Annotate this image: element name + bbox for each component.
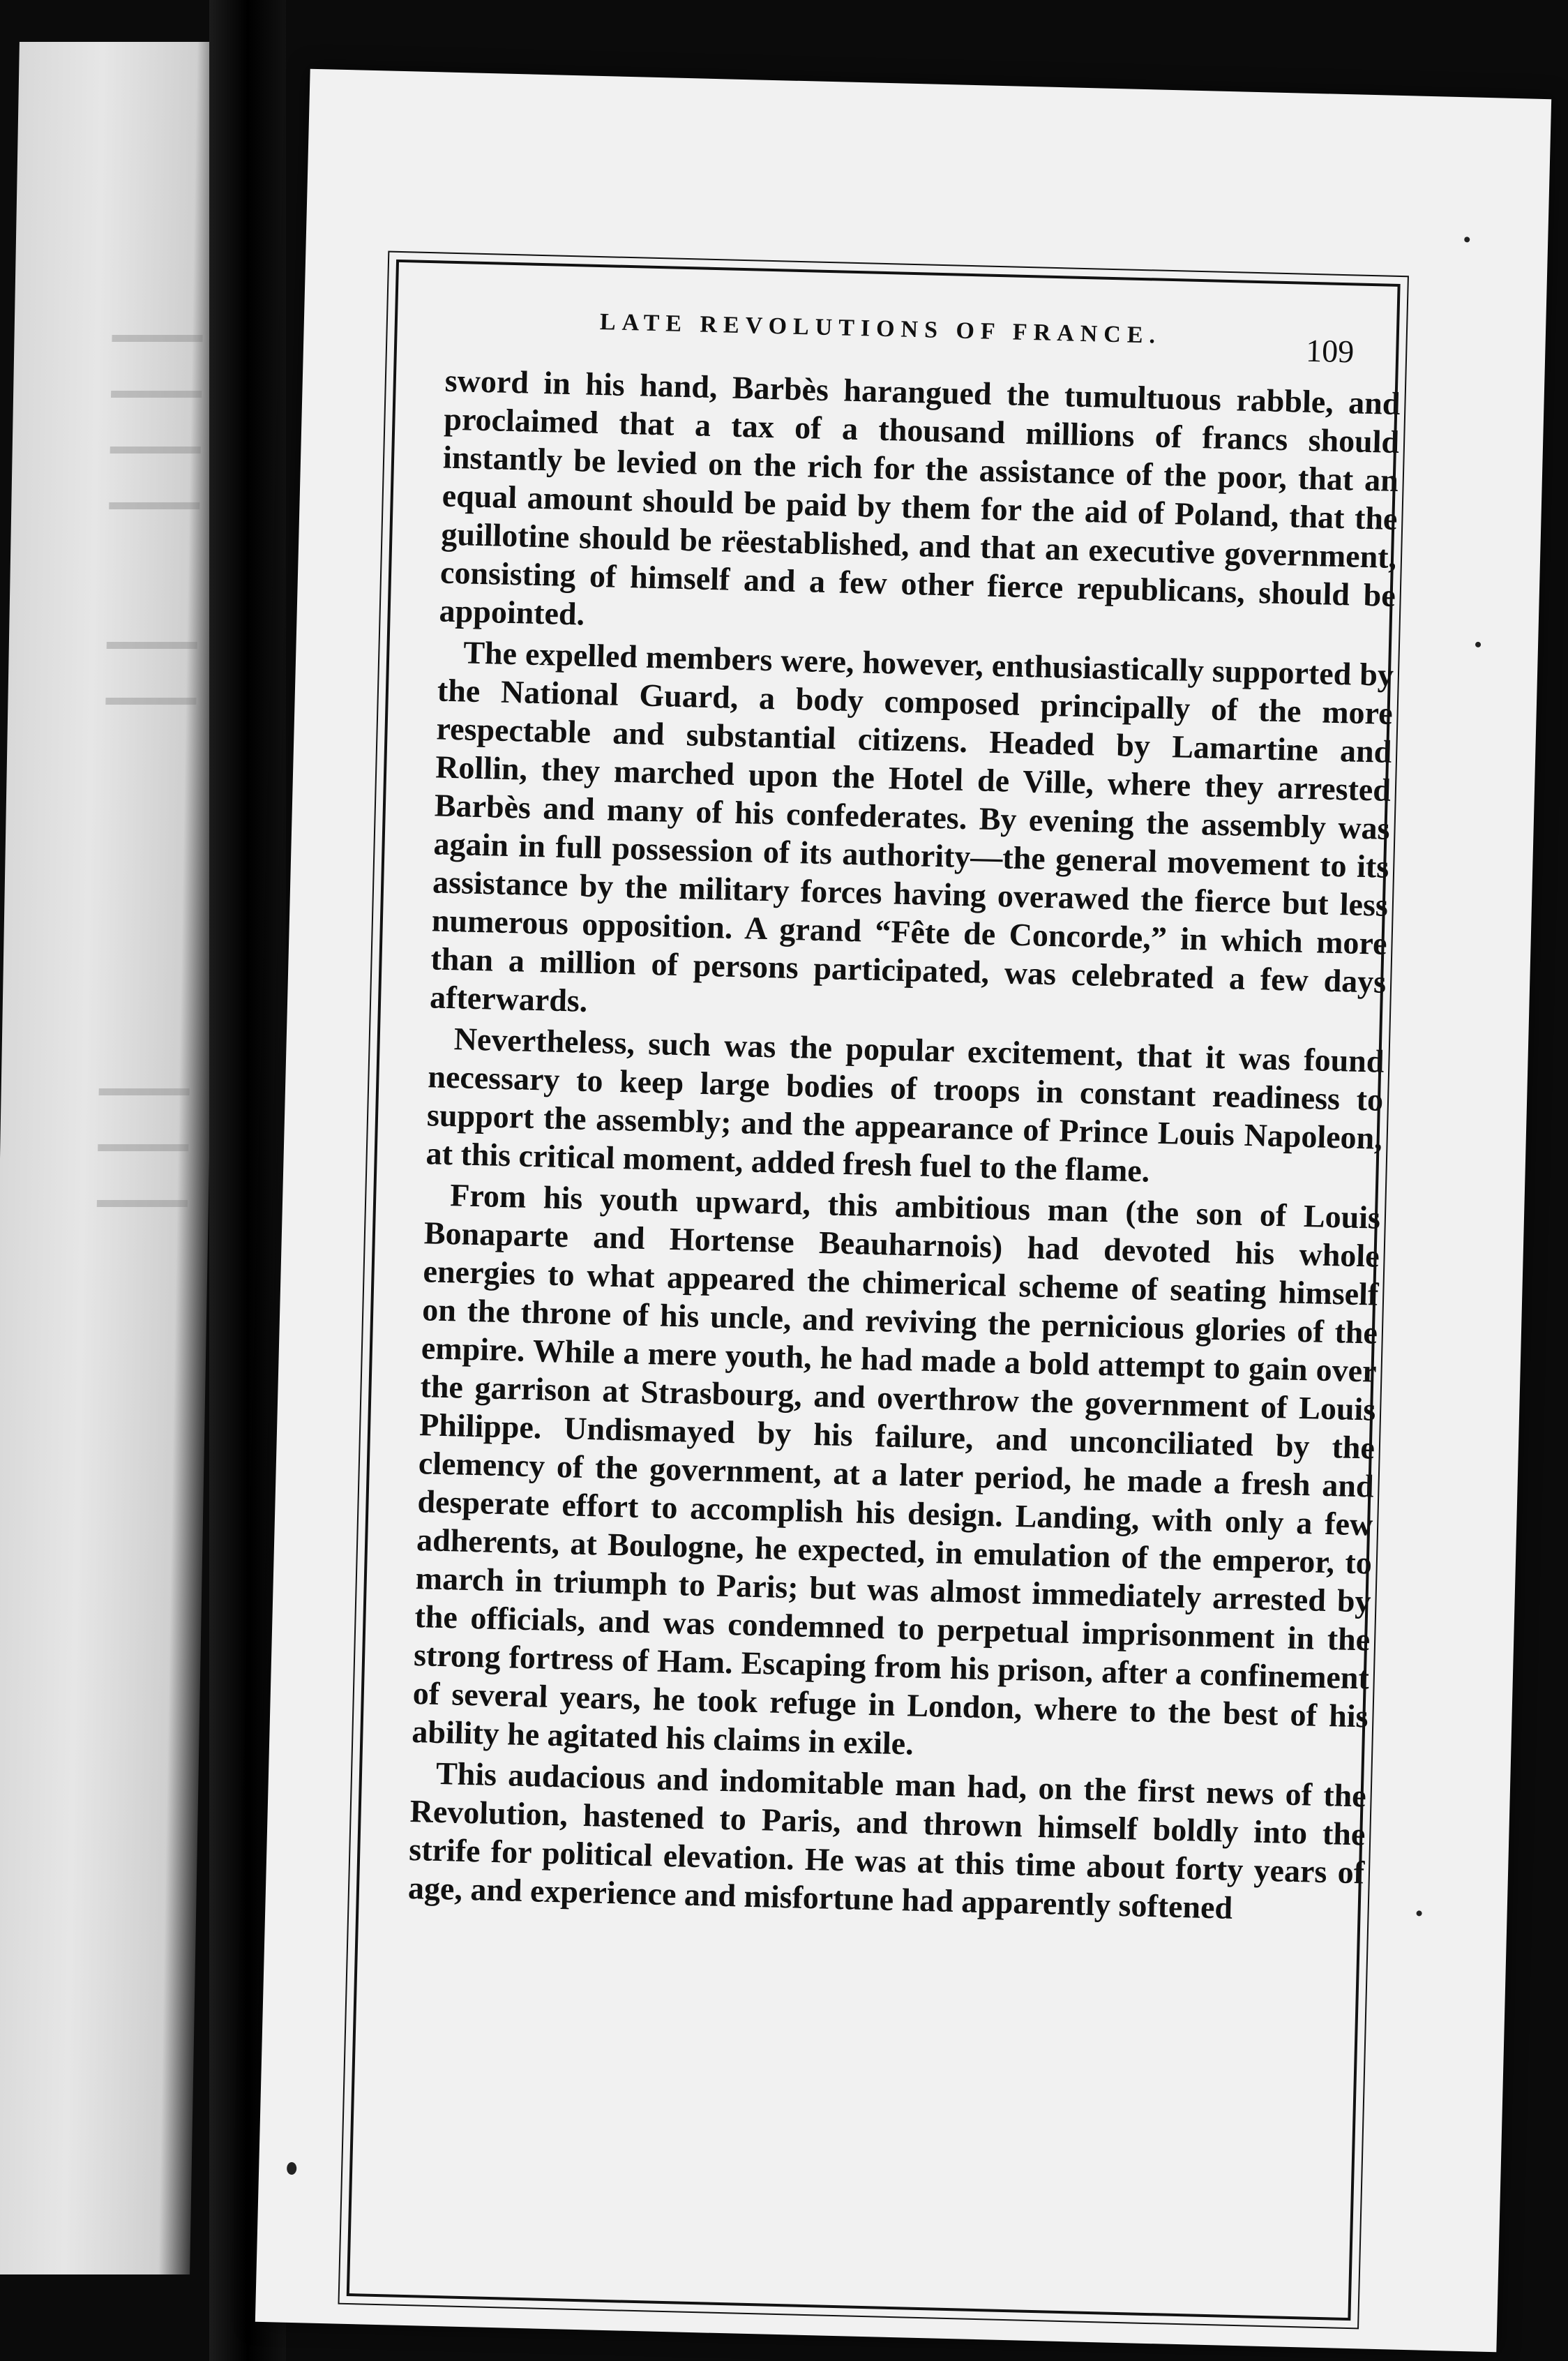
show-through-text (105, 698, 196, 705)
paragraph: The expelled members were, however, enthusiastically supported by the National Guard, a body composed principally of the more respectable and substantial citizens. Headed by Lamartine and Rollin, they marched upon the Hotel de Ville, where they arrested Barbès and many of his confederates. By evening the assembly was again in full possession of its authority—the general movement to its assistance by the military forces having overawed the fierce but less numerous opposition. A grand “Fête de Concorde,” in which more than a million of persons participated, was celebrated a few days afterwards. (429, 634, 1394, 1019)
book-page (255, 69, 1551, 2353)
paper-speck (1475, 642, 1481, 647)
paper-speck (1417, 1910, 1422, 1916)
show-through-text (107, 642, 197, 649)
running-title: LATE REVOLUTIONS OF FRANCE. (599, 308, 1162, 349)
paragraph: This audacious and indomitable man had, on the first news of the Revolution, hastened to Paris, and thrown himself boldly into the strife for political elevation. He was at this time about forty years of age, and experience and misfortune had apparently softened (407, 1755, 1367, 1926)
show-through-text (111, 391, 202, 398)
show-through-text (99, 1088, 190, 1095)
show-through-text (112, 335, 202, 342)
show-through-text (110, 447, 201, 454)
page-border-frame (347, 260, 1401, 2321)
paragraph: Nevertheless, such was the popular excitement, that it was found necessary to keep large bodies of troops in constant readiness to support the assembly; and the appearance of Prince Louis Napoleon, at this critical moment, added fresh fuel to the flame. (425, 1021, 1385, 1189)
show-through-text (98, 1144, 188, 1151)
facing-page-edge (0, 42, 229, 2274)
page-number: 109 (1305, 332, 1355, 370)
paragraph: sword in his hand, Barbès harangued the tumultuous rabble, and proclaimed that a tax of a thousand millions of francs should instantly be levied on the rich for the assistance of the poor, that an equal amount should be paid by them for the aid of Poland, that the guillotine should be rëestablished, and that an executive government, consisting of himself and a few other fierce republicans, should be appointed. (439, 362, 1401, 632)
show-through-text (109, 502, 199, 509)
body-text (407, 361, 1401, 1933)
paragraph: From his youth upward, this ambitious man (the son of Louis Bonaparte and Hortense Beauharnois) had devoted his whole energies to what appeared the chimerical scheme of seating himself on the throne of his uncle, and reviving the pernicious glories of the empire. While a mere youth, he had made a bold attempt to gain over the garrison at Strasbourg, and overthrow the government of Louis Philippe. Undismayed by his failure, and unconciliated by the clemency of the government, at a later period, he made a fresh and desperate effort to accomplish his design. Landing, with only a few adherents, at Boulogne, he expected, in emulation of the emperor, to march in triumph to Paris; but was almost immediately arrested by the officials, and was condemned to perpetual imprisonment in the strong fortress of Ham. Escaping from his prison, after a confinement of several years, he took refuge in London, where to the best of his ability he agitated his claims in exile. (411, 1177, 1381, 1762)
show-through-text (97, 1200, 188, 1207)
paper-speck (287, 2162, 296, 2175)
paper-speck (1464, 237, 1470, 242)
running-head (460, 306, 1369, 370)
